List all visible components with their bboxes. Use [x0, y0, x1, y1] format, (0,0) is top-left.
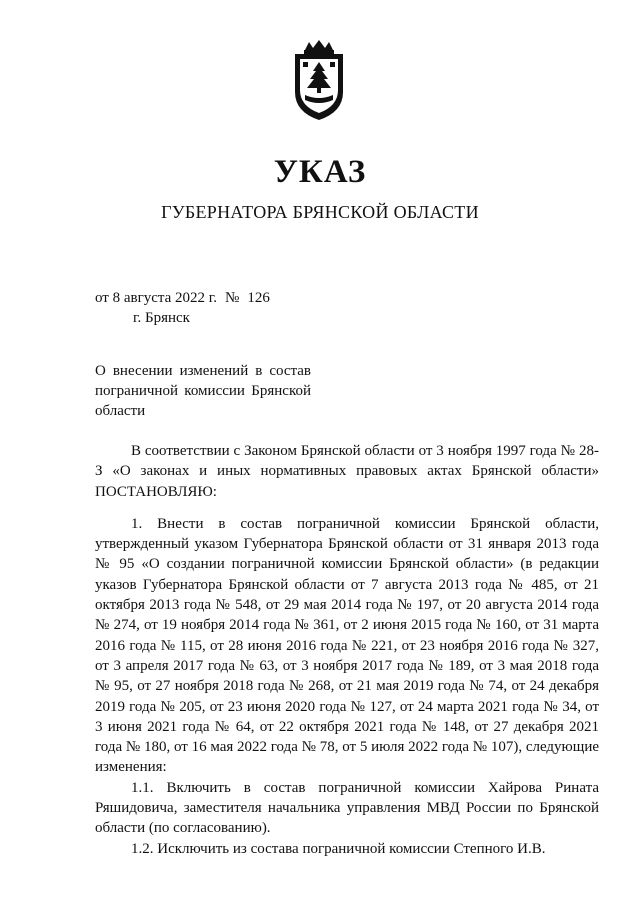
- document-title: УКАЗ: [273, 154, 367, 190]
- document-body: [95, 441, 599, 859]
- number-sign: №: [225, 290, 240, 306]
- document-city: г. Брянск: [133, 310, 190, 326]
- preamble-paragraph: В соответствии с Законом Брянской области от 3 ноября 1997 года № 28-З «О законах и иных нормативных правовых актах Брянской области» ПОСТАНОВЛЯЮ:: [95, 443, 599, 500]
- document-subject: О внесении изменений в состав пограничной комиссии Брянской области: [95, 363, 311, 419]
- bryansk-coat-of-arms-icon: [287, 40, 351, 122]
- document-meta: [95, 288, 270, 328]
- date-line: [95, 288, 270, 308]
- item-1-2-paragraph: 1.2. Исключить из состава пограничной комиссии Степного И.В.: [131, 840, 546, 857]
- document-subtitle: ГУБЕРНАТОРА БРЯНСКОЙ ОБЛАСТИ: [161, 202, 479, 222]
- document-date: от 8 августа 2022 г.: [95, 290, 218, 306]
- item-1-paragraph: 1. Внести в состав пограничной комиссии Брянской области, утвержденный указом Губернатора Брянской области от 31 января 2013 года № 95 «О создании пограничной комиссии Брянской области» (в редакции указов Губернатора Брянской области от 7 августа 2013 года № 485, от 21 октября 2013 года № 548, от 29 мая 2014 года № 197, от 20 августа 2014 года № 274, от 19 ноября 2014 года № 361, от 2 июня 2015 года № 160, от 31 марта 2016 года № 115, от 28 июня 2016 года № 221, от 23 ноября 2016 года № 327, от 3 апреля 2017 года № 63, от 3 ноября 2017 года № 189, от 3 мая 2018 года № 95, от 27 ноября 2018 года № 268, от 21 мая 2019 года № 74, от 24 декабря 2019 года № 205, от 23 июня 2020 года № 127, от 24 марта 2021 года № 34, от 3 июня 2021 года № 64, от 22 октября 2021 года № 148, от 27 декабря 2021 года № 180, от 16 мая 2022 года № 78, от 5 июля 2022 года № 107), следующие изменения:: [95, 515, 599, 776]
- item-1-1-paragraph: 1.1. Включить в состав пограничной комиссии Хайрова Рината Ряшидовича, заместителя начальника управления МВД России по Брянской области (по согласованию).: [95, 779, 599, 837]
- document-number: 126: [247, 290, 270, 306]
